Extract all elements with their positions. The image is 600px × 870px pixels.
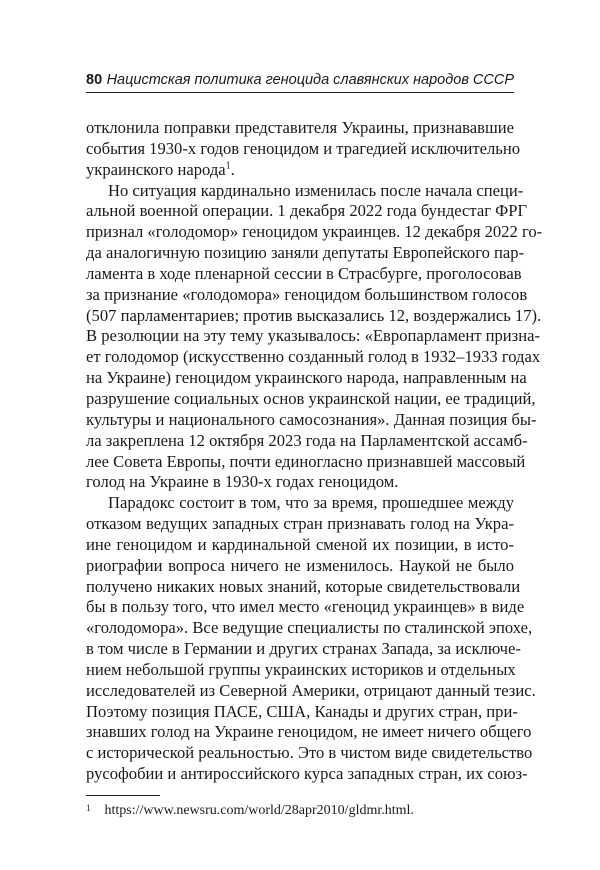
paragraph <box>86 493 536 785</box>
text-line: культуры и национального самосознания». Данная позиция бы- <box>86 409 537 429</box>
text-line: (507 парламентариев; против высказались 12, воздержались 17). <box>86 305 542 325</box>
text-line: альной военной операции. 1 декабря 2022 года бундестаг ФРГ <box>86 201 528 221</box>
text-line: ине геноцидом и кардинальной сменой их позиции, в исто- <box>86 534 514 554</box>
text-line <box>86 472 514 493</box>
footnote <box>86 803 414 819</box>
text-line: на Украине) геноцидом украинского народа, направленным на <box>86 368 527 388</box>
paragraph <box>86 180 543 494</box>
text-line: ламента в ходе пленарной сессии в Страсбурге, проголосовав <box>86 263 522 283</box>
line-text: голод на Украине в 1930-х годах геноцидом. <box>86 472 399 492</box>
paragraph <box>86 118 521 181</box>
text-line: ла закреплена 12 октября 2023 года на Парламентской ассамб- <box>86 430 528 450</box>
text-line: риографии вопроса ничего не изменилось. Наукой не было <box>86 555 514 575</box>
text-line: разрушение социальных основ украинской нации, ее традиций, <box>86 388 536 408</box>
text-line: за признание «голодомора» геноцидом большинством голосов <box>86 284 528 304</box>
line-text-end: . <box>230 159 235 179</box>
running-header <box>86 70 514 93</box>
text-line: в том числе в Германии и других странах Запада, за исключе- <box>86 639 521 659</box>
text-line: Парадокс состоит в том, что за время, прошедшее между <box>108 493 514 513</box>
footnote-text: https://www.newsru.com/world/28apr2010/gldmr.html. <box>104 803 414 818</box>
text-line: с исторической реальностью. Это в чистом виде свидетельство <box>86 743 533 763</box>
text-line: Но ситуация кардинально изменилась после начала специ- <box>108 180 524 200</box>
text-line: бы в пользу того, что имел место «геноцид украинцев» в виде <box>86 597 525 617</box>
text-line: «голодомора». Все ведущие специалисты по сталинской эпохе, <box>86 618 533 638</box>
body-text <box>86 118 543 785</box>
text-line: отказом ведущих западных стран признавать голод на Укра- <box>86 514 514 534</box>
text-line: признал «голодомор» геноцидом украинцев. 12 декабря 2022 го- <box>86 222 543 242</box>
text-line: отклонила поправки представителя Украины, признававшие <box>86 118 514 137</box>
text-line: нием небольшой группы украинских историков и отдельных <box>86 659 516 679</box>
text-line <box>86 160 514 181</box>
text-line: знавших голод на Украине геноцидом, не имеет ничего общего <box>86 722 532 742</box>
page-number: 80 <box>86 72 103 88</box>
text-line: лее Совета Европы, почти единогласно признавшей массовый <box>86 451 526 471</box>
text-line: русофобии и антироссийского курса западных стран, их союз- <box>86 764 528 784</box>
running-title: Нацистская политика геноцида славянских народов СССР <box>106 72 514 88</box>
text-line: исследователей из Северной Америки, отрицают данный тезис. <box>86 680 536 700</box>
text-line: получено никаких новых знаний, которые свидетельствовали <box>86 576 521 596</box>
footnote-reference: 1 <box>225 160 231 172</box>
text-line: да аналогичную позицию заняли депутаты Европейского пар- <box>86 243 525 263</box>
footnote-mark: 1 <box>86 803 91 813</box>
text-line: ет голодомор (искусственно созданный голод в 1932–1933 годах <box>86 347 541 367</box>
text-line: В резолюции на эту тему указывалось: «Европарламент призна- <box>86 326 540 346</box>
line-text: украинского народа <box>86 159 226 179</box>
text-line: события 1930-х годов геноцидом и трагедией исключительно <box>86 138 521 158</box>
text-line: Поэтому позиция ПАСЕ, США, Канады и других стран, при- <box>86 701 518 721</box>
footnote-divider <box>86 795 160 796</box>
